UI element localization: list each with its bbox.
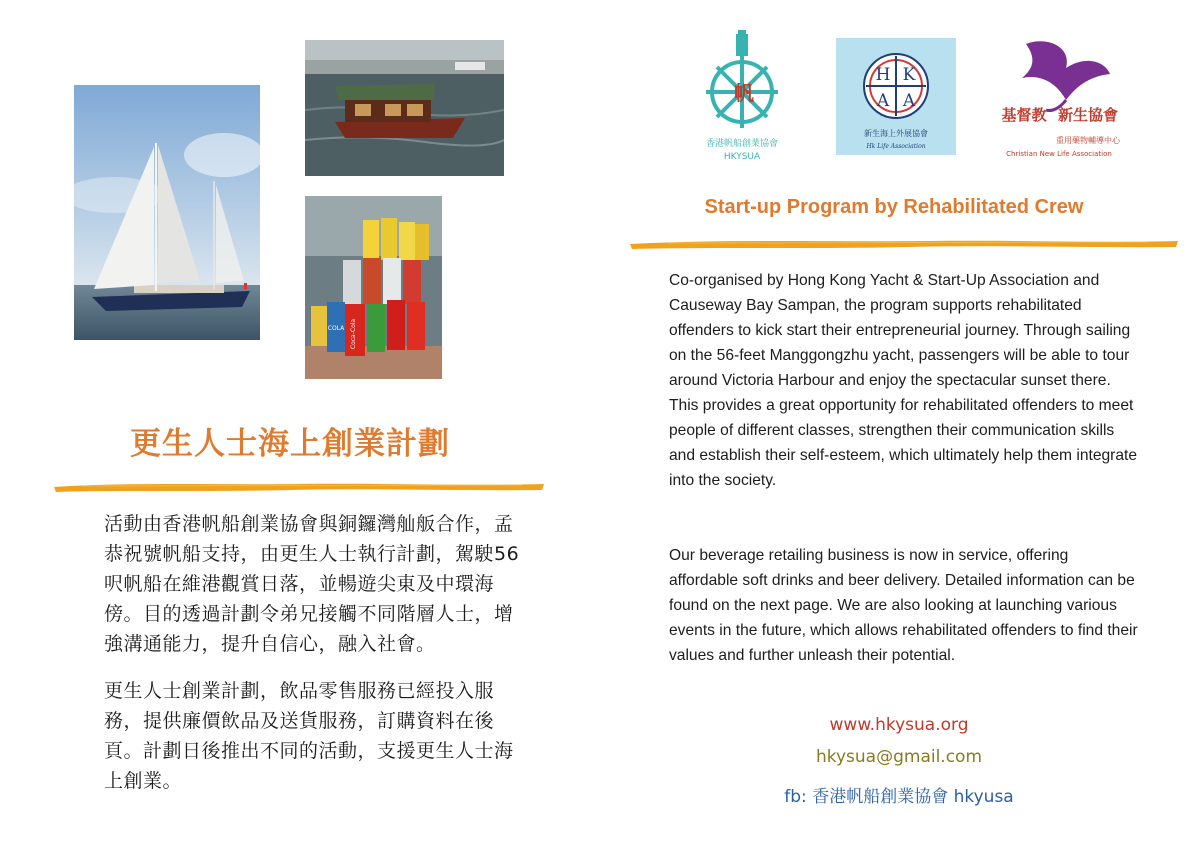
- hkaa-letter-a1: A: [876, 91, 890, 111]
- logo-mark-text: 帆: [734, 81, 754, 105]
- sailing-yacht-photo: [74, 85, 260, 340]
- can-label: Coca-Cola: [350, 318, 357, 350]
- can-label-2: COLA: [327, 325, 345, 332]
- email-link[interactable]: hkysua@gmail.com: [815, 747, 983, 767]
- brush-divider-right: [628, 236, 1180, 252]
- cnla-zh3: 重用藥物輔導中心: [1056, 136, 1120, 145]
- chinese-paragraph-1: 活動由香港帆船創業協會與銅鑼灣舢舨合作，孟恭祝號帆船支持，由更生人士執行計劃，駕駛56呎帆船在維港觀賞日落，並暢遊尖東及中環海傍。目的透過計劃令弟兄接觸不同階層人士，增強溝通能力，提升自信心，融入社會。: [104, 513, 520, 655]
- drink-cans-photo: [305, 196, 442, 379]
- hkaa-letter-k: K: [902, 65, 916, 85]
- cnla-logo: [994, 38, 1124, 160]
- hkaa-letter-a2: A: [902, 91, 916, 111]
- facebook-link[interactable]: fb: 香港帆船創業協會 hkyusa: [784, 787, 1014, 807]
- chinese-title: 更生人士海上創業計劃: [130, 426, 450, 462]
- hkaa-letter-h: H: [875, 65, 891, 85]
- english-title: Start-up Program by Rehabilitated Crew: [704, 196, 1084, 218]
- english-paragraph-1: Co-organised by Hong Kong Yacht & Start-Up Association and Causeway Bay Sampan, the program supports rehabilitated offenders to kick start their entrepreneurial journey. Through sailing on the 56-feet Manggongzhu yacht, passengers will be able to tour around Victoria Harbour and enjoy the spectacular sunset there. This provides a great opportunity for rehabilitated offenders to meet people of different classes, strengthen their communication skills and establish their self-esteem, which ultimately help them integrate into the society.: [669, 272, 1138, 489]
- hkaa-zh-name: 新生海上外展協會: [864, 129, 928, 138]
- website-link[interactable]: www.hkysua.org: [829, 715, 969, 735]
- cnla-zh2: 新生協會: [1057, 106, 1119, 124]
- hkysua-en-name: HKYSUA: [723, 152, 761, 162]
- brush-divider-left: [52, 478, 546, 496]
- hkysua-logo: [692, 30, 792, 165]
- sampan-boat-photo: [305, 40, 504, 176]
- hkysua-zh-name: 香港帆船創業協會: [705, 139, 779, 149]
- cnla-zh1: 基督教: [1001, 106, 1047, 124]
- hkaa-signature: Hk Life Association: [866, 143, 926, 150]
- english-paragraph-2: Our beverage retailing business is now in service, offering affordable soft drinks and beer delivery. Detailed information can be found on the next page. We are also looking at launching various events in the future, which allows rehabilitated offenders to find their values and further unleash their potential.: [669, 547, 1138, 664]
- chinese-paragraph-2: 更生人士創業計劃，飲品零售服務已經投入服務，提供廉價飲品及送貨服務，訂購資料在後頁。計劃日後推出不同的活動，支援更生人士海上創業。: [104, 680, 514, 792]
- hkaa-logo: [836, 38, 956, 155]
- cnla-en-name: Christian New Life Association: [1006, 150, 1112, 158]
